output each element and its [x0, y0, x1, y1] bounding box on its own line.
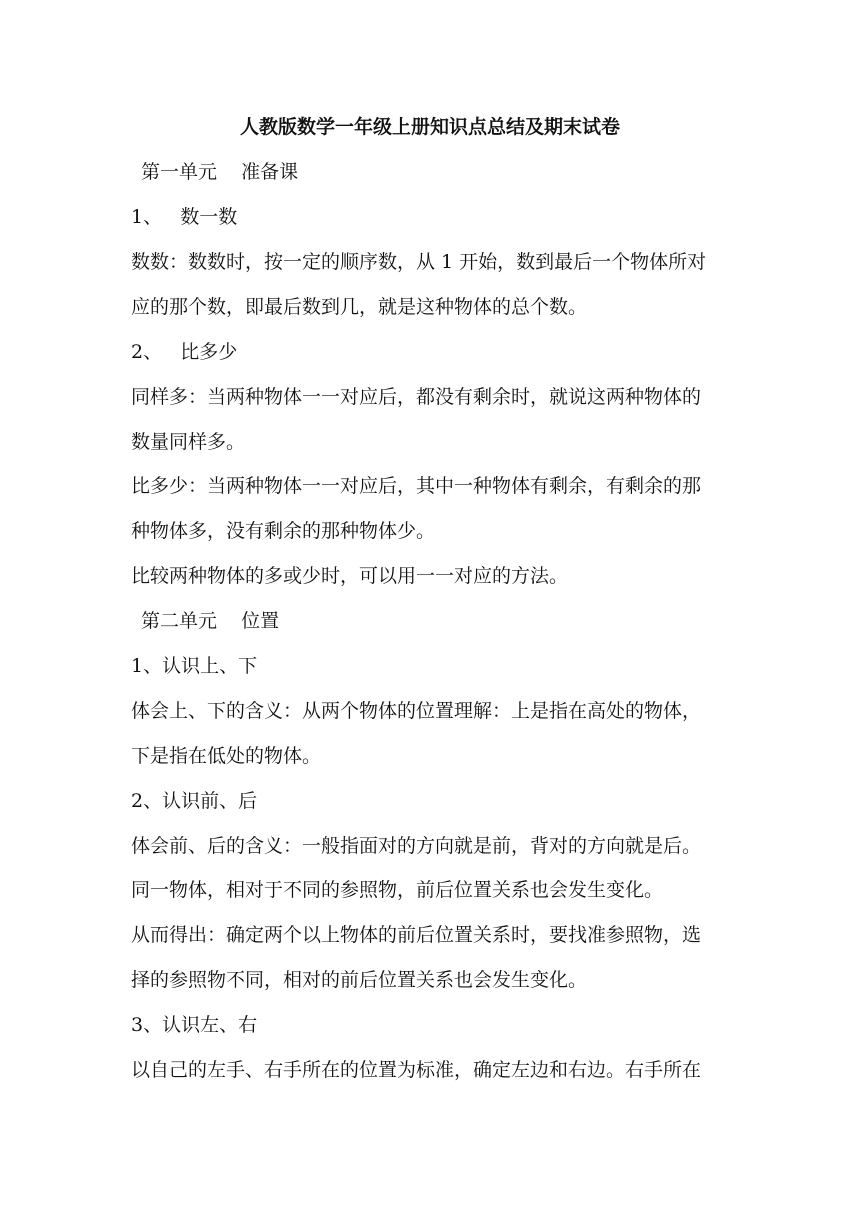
unit-heading-1: 第一单元 准备课	[141, 161, 299, 183]
paragraph-line: 比多少：当两种物体一一对应后，其中一种物体有剩余，有剩余的那	[131, 475, 702, 497]
paragraph-line: 同一物体，相对于不同的参照物，前后位置关系也会发生变化。	[131, 879, 664, 901]
paragraph-line: 数量同样多。	[131, 431, 246, 453]
paragraph-line: 数数：数数时，按一定的顺序数，从 1 开始，数到最后一个物体所对	[131, 251, 707, 273]
paragraph-line: 下是指在低处的物体。	[131, 745, 322, 767]
paragraph-line: 同样多：当两种物体一一对应后，都没有剩余时，就说这两种物体的	[131, 386, 702, 408]
paragraph-line: 应的那个数，即最后数到几，就是这种物体的总个数。	[131, 296, 588, 318]
section-heading: 2、 比多少	[131, 341, 238, 363]
paragraph-line: 体会上、下的含义：从两个物体的位置理解：上是指在高处的物体，	[131, 700, 702, 722]
section-heading: 2、认识前、后	[131, 790, 258, 812]
paragraph-line: 以自己的左手、右手所在的位置为标准，确定左边和右边。右手所在	[131, 1059, 702, 1081]
section-heading: 1、认识上、下	[131, 655, 258, 677]
unit-heading-2: 第二单元 位置	[141, 610, 280, 632]
paragraph-line: 种物体多，没有剩余的那种物体少。	[131, 520, 436, 542]
section-heading: 1、 数一数	[131, 206, 238, 228]
paragraph-line: 择的参照物不同，相对的前后位置关系也会发生变化。	[131, 969, 588, 991]
section-heading: 3、认识左、右	[131, 1014, 258, 1036]
paragraph-line: 从而得出：确定两个以上物体的前后位置关系时，要找准参照物，选	[131, 924, 702, 946]
paragraph-line: 比较两种物体的多或少时，可以用一一对应的方法。	[131, 565, 569, 587]
document-title: 人教版数学一年级上册知识点总结及期末试卷	[239, 116, 620, 138]
paragraph-line: 体会前、后的含义：一般指面对的方向就是前，背对的方向就是后。	[131, 835, 702, 857]
